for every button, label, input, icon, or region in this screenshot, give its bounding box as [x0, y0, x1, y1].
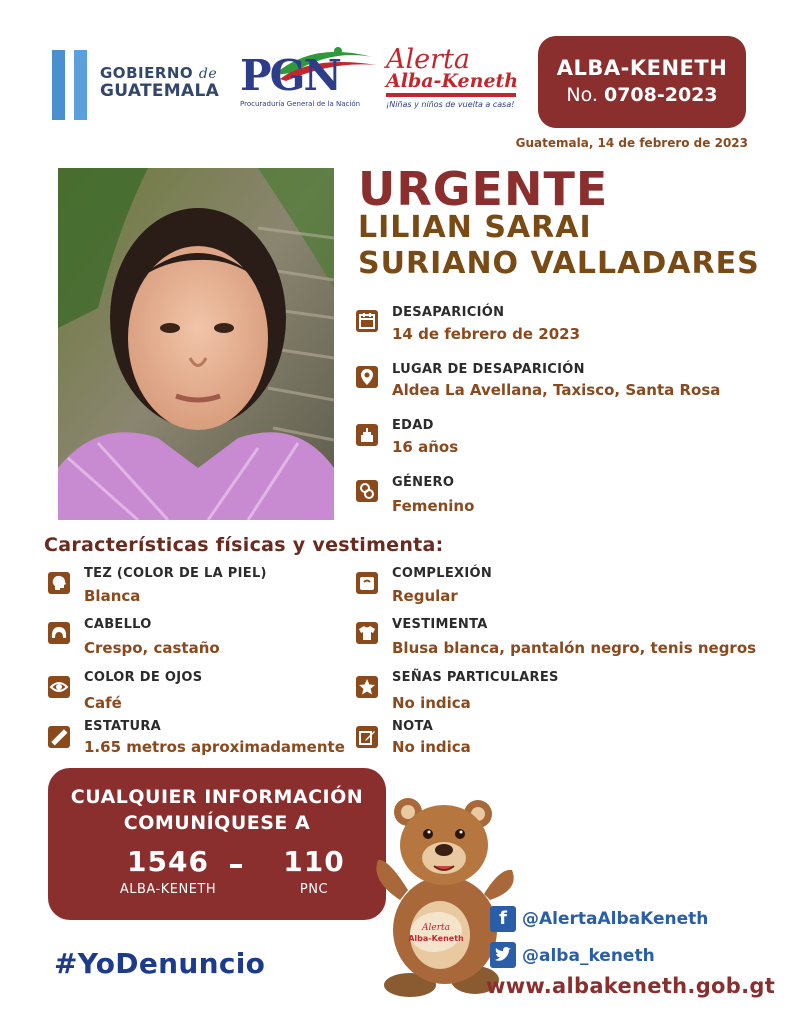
hair-label: CABELLO — [84, 617, 152, 632]
star-icon — [356, 676, 378, 698]
alba-keneth-phone-number: 1546 — [127, 845, 209, 878]
facebook-icon[interactable]: f — [490, 906, 516, 932]
pnc-phone-label: PNC — [299, 882, 329, 897]
case-number: 0708-2023 — [603, 84, 718, 106]
disappearance-place-label: LUGAR DE DESAPARICIÓN — [392, 362, 585, 377]
note-edit-icon — [356, 726, 378, 748]
age-value: 16 años — [392, 438, 459, 456]
location-pin-icon — [356, 366, 378, 388]
alba-keneth-phone-label: ALBA-KENETH — [119, 882, 217, 897]
skin-value: Blanca — [84, 587, 141, 605]
publication-date: Guatemala, 14 de febrero de 2023 — [515, 136, 748, 150]
gender-icon — [356, 480, 378, 502]
urgent-heading: URGENTE — [358, 162, 609, 216]
shirt-icon — [356, 622, 378, 644]
pnc-phone-number: 110 — [283, 845, 345, 878]
case-number-badge — [538, 36, 746, 128]
build-value: Regular — [392, 587, 458, 605]
hashtag: #YoDenuncio — [54, 947, 266, 980]
hair-value: Crespo, castaño — [84, 639, 220, 657]
eye-color-label: COLOR DE OJOS — [84, 670, 203, 685]
build-label: COMPLEXIÓN — [392, 566, 493, 581]
pnc-phone[interactable] — [264, 845, 364, 897]
disappearance-date-label: DESAPARICIÓN — [392, 305, 505, 320]
gender-value: Femenino — [392, 497, 475, 515]
facebook-handle[interactable]: @AlertaAlbaKeneth — [522, 909, 709, 929]
eye-color-value: Café — [84, 694, 122, 712]
disappearance-place-value: Aldea La Avellana, Taxisco, Santa Rosa — [392, 381, 721, 399]
birthday-cake-icon — [356, 424, 378, 446]
distinguishing-marks-value: No indica — [392, 694, 471, 712]
contact-heading-line2: COMUNÍQUESE A — [123, 812, 311, 834]
gobierno-word: GOBIERNO — [100, 64, 194, 82]
contact-heading-line1: CUALQUIER INFORMACIÓN — [70, 786, 364, 808]
mascot-sign-line1: Alerta — [422, 923, 450, 933]
height-label: ESTATURA — [84, 719, 162, 734]
alerta-underline — [386, 93, 516, 97]
gobierno-de: de — [198, 66, 218, 82]
head-profile-icon — [48, 572, 70, 594]
alerta-word: Alerta — [386, 44, 470, 75]
website-link[interactable]: www.albakeneth.gob.gt — [486, 974, 776, 998]
disappearance-date-value: 14 de febrero de 2023 — [392, 325, 581, 343]
hair-icon — [48, 622, 70, 644]
scale-icon — [356, 572, 378, 594]
alerta-alba-keneth-logo — [386, 46, 526, 109]
pgn-subtitle: Procuraduría General de la Nación — [240, 100, 361, 108]
person-name-line1: LILIAN SARAI — [358, 210, 592, 245]
alba-keneth-word: Alba-Keneth — [386, 70, 519, 92]
case-prefix: No. — [566, 84, 598, 106]
missing-person-photo — [58, 168, 334, 520]
bear-mascot-illustration — [360, 790, 530, 1000]
mascot-sign-line2: Alba-Keneth — [408, 934, 464, 943]
note-value: No indica — [392, 738, 471, 756]
phone-separator — [230, 864, 242, 868]
alba-keneth-phone[interactable] — [108, 845, 228, 897]
characteristics-title: Características físicas y vestimenta: — [44, 534, 444, 556]
alerta-tagline: ¡Niñas y niños de vuelta a casa! — [386, 100, 515, 109]
gender-label: GÉNERO — [392, 475, 455, 490]
twitter-handle[interactable]: @alba_keneth — [522, 946, 655, 966]
calendar-icon — [356, 310, 378, 332]
pgn-wordmark: PGN — [240, 51, 340, 100]
height-value: 1.65 metros aproximadamente — [84, 738, 345, 756]
eye-icon — [48, 676, 70, 698]
clothing-label: VESTIMENTA — [392, 617, 488, 632]
age-label: EDAD — [392, 418, 434, 433]
twitter-icon[interactable] — [490, 942, 516, 968]
distinguishing-marks-label: SEÑAS PARTICULARES — [392, 670, 559, 685]
gobierno-guatemala-logo — [100, 66, 219, 100]
gobierno-logo-bars — [52, 50, 92, 120]
contact-box — [48, 768, 386, 920]
pgn-logo — [232, 45, 382, 115]
ruler-icon — [48, 726, 70, 748]
skin-label: TEZ (COLOR DE LA PIEL) — [84, 566, 267, 581]
guatemala-word: GUATEMALA — [100, 81, 220, 101]
case-title: ALBA-KENETH — [556, 56, 728, 80]
note-label: NOTA — [392, 719, 434, 734]
person-name-line2: SURIANO VALLADARES — [358, 246, 760, 281]
clothing-value: Blusa blanca, pantalón negro, tenis negros — [392, 639, 757, 657]
